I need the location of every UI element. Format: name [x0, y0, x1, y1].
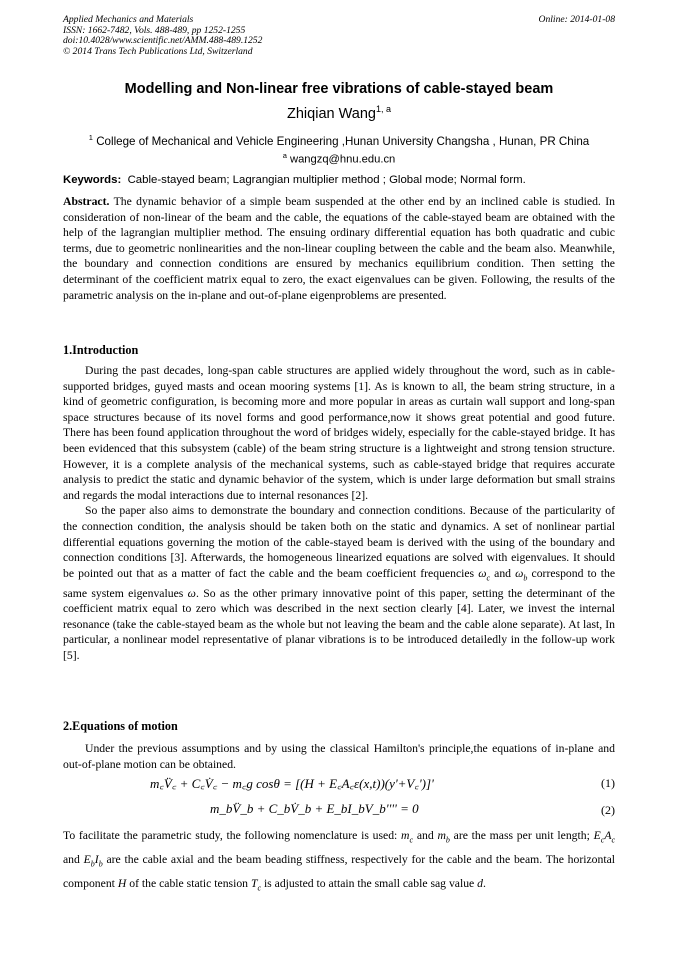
equation-1: m꜀V̈꜀ + C꜀V̇꜀ − m꜀g cosθ = [(H + E꜀A꜀ε(x,t))(y'+V꜀')]' [150, 776, 434, 791]
journal-header [63, 15, 615, 57]
author-superscript: 1, a [375, 104, 391, 114]
intro-p2-part-b: correspond to the same system eigenvalues [63, 566, 616, 600]
omega-c-symbol: $\omega_c$ [478, 566, 491, 583]
nomenclature-part-e: is adjusted to attain the small cable sag value [263, 876, 475, 890]
nomenclature-part-b: are the mass per unit length; [453, 829, 590, 842]
online-date: Online: 2014-01-08 [538, 14, 615, 25]
nomenclature-and-2: and [63, 852, 80, 866]
mc-symbol: $m_c$ [401, 829, 414, 845]
equation-2-number: (2) [601, 803, 615, 817]
email-superscript: a [282, 151, 287, 160]
author-name: Zhiqian Wang [287, 105, 376, 122]
author-line [63, 104, 615, 122]
journal-name: Applied Mechanics and Materials [63, 14, 194, 25]
intro-paragraph-1: During the past decades, long-span cable structures are applied widely throughout the word, such as in cable-supported bridges, guyed masts and ocean mooring systems [1]. As is known to all, the beam string structure, in a kind of geometric configuration, is becoming more and more popular in areas as curtain wall support and long-span space structures because of its novel forms and good performance,now it shows great potential and good future. There has been found application throughout the word of bridges widely, especially for the cable-stayed bridge. It has been evidenced that this subsystem (cable) of the beam string structure is a lightweight and strong tension structure. However, it is a complete analysis of the mechanical systems, such as cable-stayed bridge that requires accurate analysis to predict the static and dynamic behavior of the system, which is under large deformation but small strains and regards the modal interactions due to internal resonances [2]. [63, 364, 615, 502]
EbIb-symbol: $E_bI_b$ [83, 852, 103, 869]
affiliation-superscript: 1 [88, 133, 93, 142]
omega-b-symbol: $\omega_b$ [515, 566, 528, 583]
issn-line: ISSN: 1662-7482, Vols. 488-489, pp 1252-1255 [63, 24, 246, 36]
section-heading-introduction: 1.Introduction [63, 343, 139, 357]
intro-p2-part-c: . So as the other primary innovative point of this paper, setting the determinant of the coefficient matrix equal to zero which was described in the next section clearly [4]. Later, we invest the internal resonance (take the cable-stayed beam as the whole but not leaving the beam and the cable alone separate). At last, In particular, a nonlinear model representative of planar vibrations is to be introduced detailedly in the follow-up work [5]. [63, 586, 615, 663]
abstract-label: Abstract. [63, 195, 110, 208]
copyright-line: © 2014 Trans Tech Publications Ltd, Switzerland [63, 45, 253, 57]
mb-symbol: $m_b$ [437, 829, 450, 845]
nomenclature-part-c: are the cable axial and the beam beading stiffness, respectively for the cable and the beam. The horizontal component [63, 852, 616, 890]
nomenclature-paragraph [63, 826, 615, 897]
keywords-text: Cable-stayed beam; Lagrangian multiplier method ; Global mode; Normal form. [127, 174, 526, 186]
Tc-symbol: $T_c$ [250, 876, 262, 892]
nomenclature-part-f: . [483, 876, 486, 890]
d-symbol: d [477, 876, 484, 890]
equation-2: m_bV̈_b + C_bV̇_b + E_bI_bV_b'''' = 0 [210, 801, 419, 816]
EcAc-symbol: $E_cA_c$ [593, 829, 616, 845]
doi-line: doi:10.4028/www.scientific.net/AMM.488-489.1252 [63, 35, 263, 47]
abstract [63, 194, 615, 303]
abstract-text: The dynamic behavior of a simple beam suspended at the other end by an inclined cable is studied. In consideration of non-linear of the beam and the cable, the equations of the cable-stayed beam are obtained with the help of the lagrangian multiplier method. The ensuing ordinary differential equation has both quadratic and cubic terms, due to geometric nonlinearities and the non-linear coupling between the cable and the beam also. Meanwhile, the boundary and connection conditions are ensured by mechanics equilibrium condition. Then setting the determinant of the coefficient matrix equal to zero, the exact eigenvalues can be given. Following, the results of the parametric analysis on the in-plane and out-of-plane eigenproblems are presented. [63, 195, 615, 302]
intro-p2-part-a: So the paper also aims to demonstrate the boundary and connection conditions. Because of the particularity of the connection condition, the analysis should be taken both on the static and dynamics. A set of nonlinear partial differential equations governing the motion of the cable-stayed beam is derived with the using of the boundary and connection conditions [3]. Afterwards, the homogeneous linearized equations are solved with eigenvalues. It should be pointed out that as a matter of fact the cable and the beam coefficient frequencies [63, 504, 615, 580]
keywords [63, 174, 615, 186]
email-address[interactable]: wangzq@hnu.edu.cn [289, 153, 396, 166]
intro-paragraph-2 [63, 503, 615, 663]
affiliation [63, 133, 615, 148]
nomenclature-part-a: To facilitate the parametric study, the following nomenclature is used: [63, 829, 398, 842]
section-heading-equations: 2.Equations of motion [63, 719, 178, 733]
email-line [63, 151, 615, 166]
H-symbol: H [117, 876, 127, 890]
nomenclature-part-d: of the cable static tension [129, 876, 249, 890]
affiliation-text: College of Mechanical and Vehicle Engineering ,Hunan University Changsha , Hunan, PR China [96, 134, 590, 148]
keywords-label: Keywords: [63, 174, 122, 186]
omega-symbol: ω [187, 586, 196, 600]
equation-1-number: (1) [601, 776, 615, 790]
intro-p2-and: and [494, 566, 512, 580]
equations-paragraph-1: Under the previous assumptions and by using the classical Hamilton's principle,the equations of in-plane and out-of-plane motion can be obtained. [63, 742, 615, 771]
introduction-body [63, 363, 615, 664]
equations-intro [63, 741, 615, 772]
paper-title: Modelling and Non-linear free vibrations of cable-stayed beam [124, 81, 554, 97]
nomenclature-and-1: and [416, 829, 434, 842]
